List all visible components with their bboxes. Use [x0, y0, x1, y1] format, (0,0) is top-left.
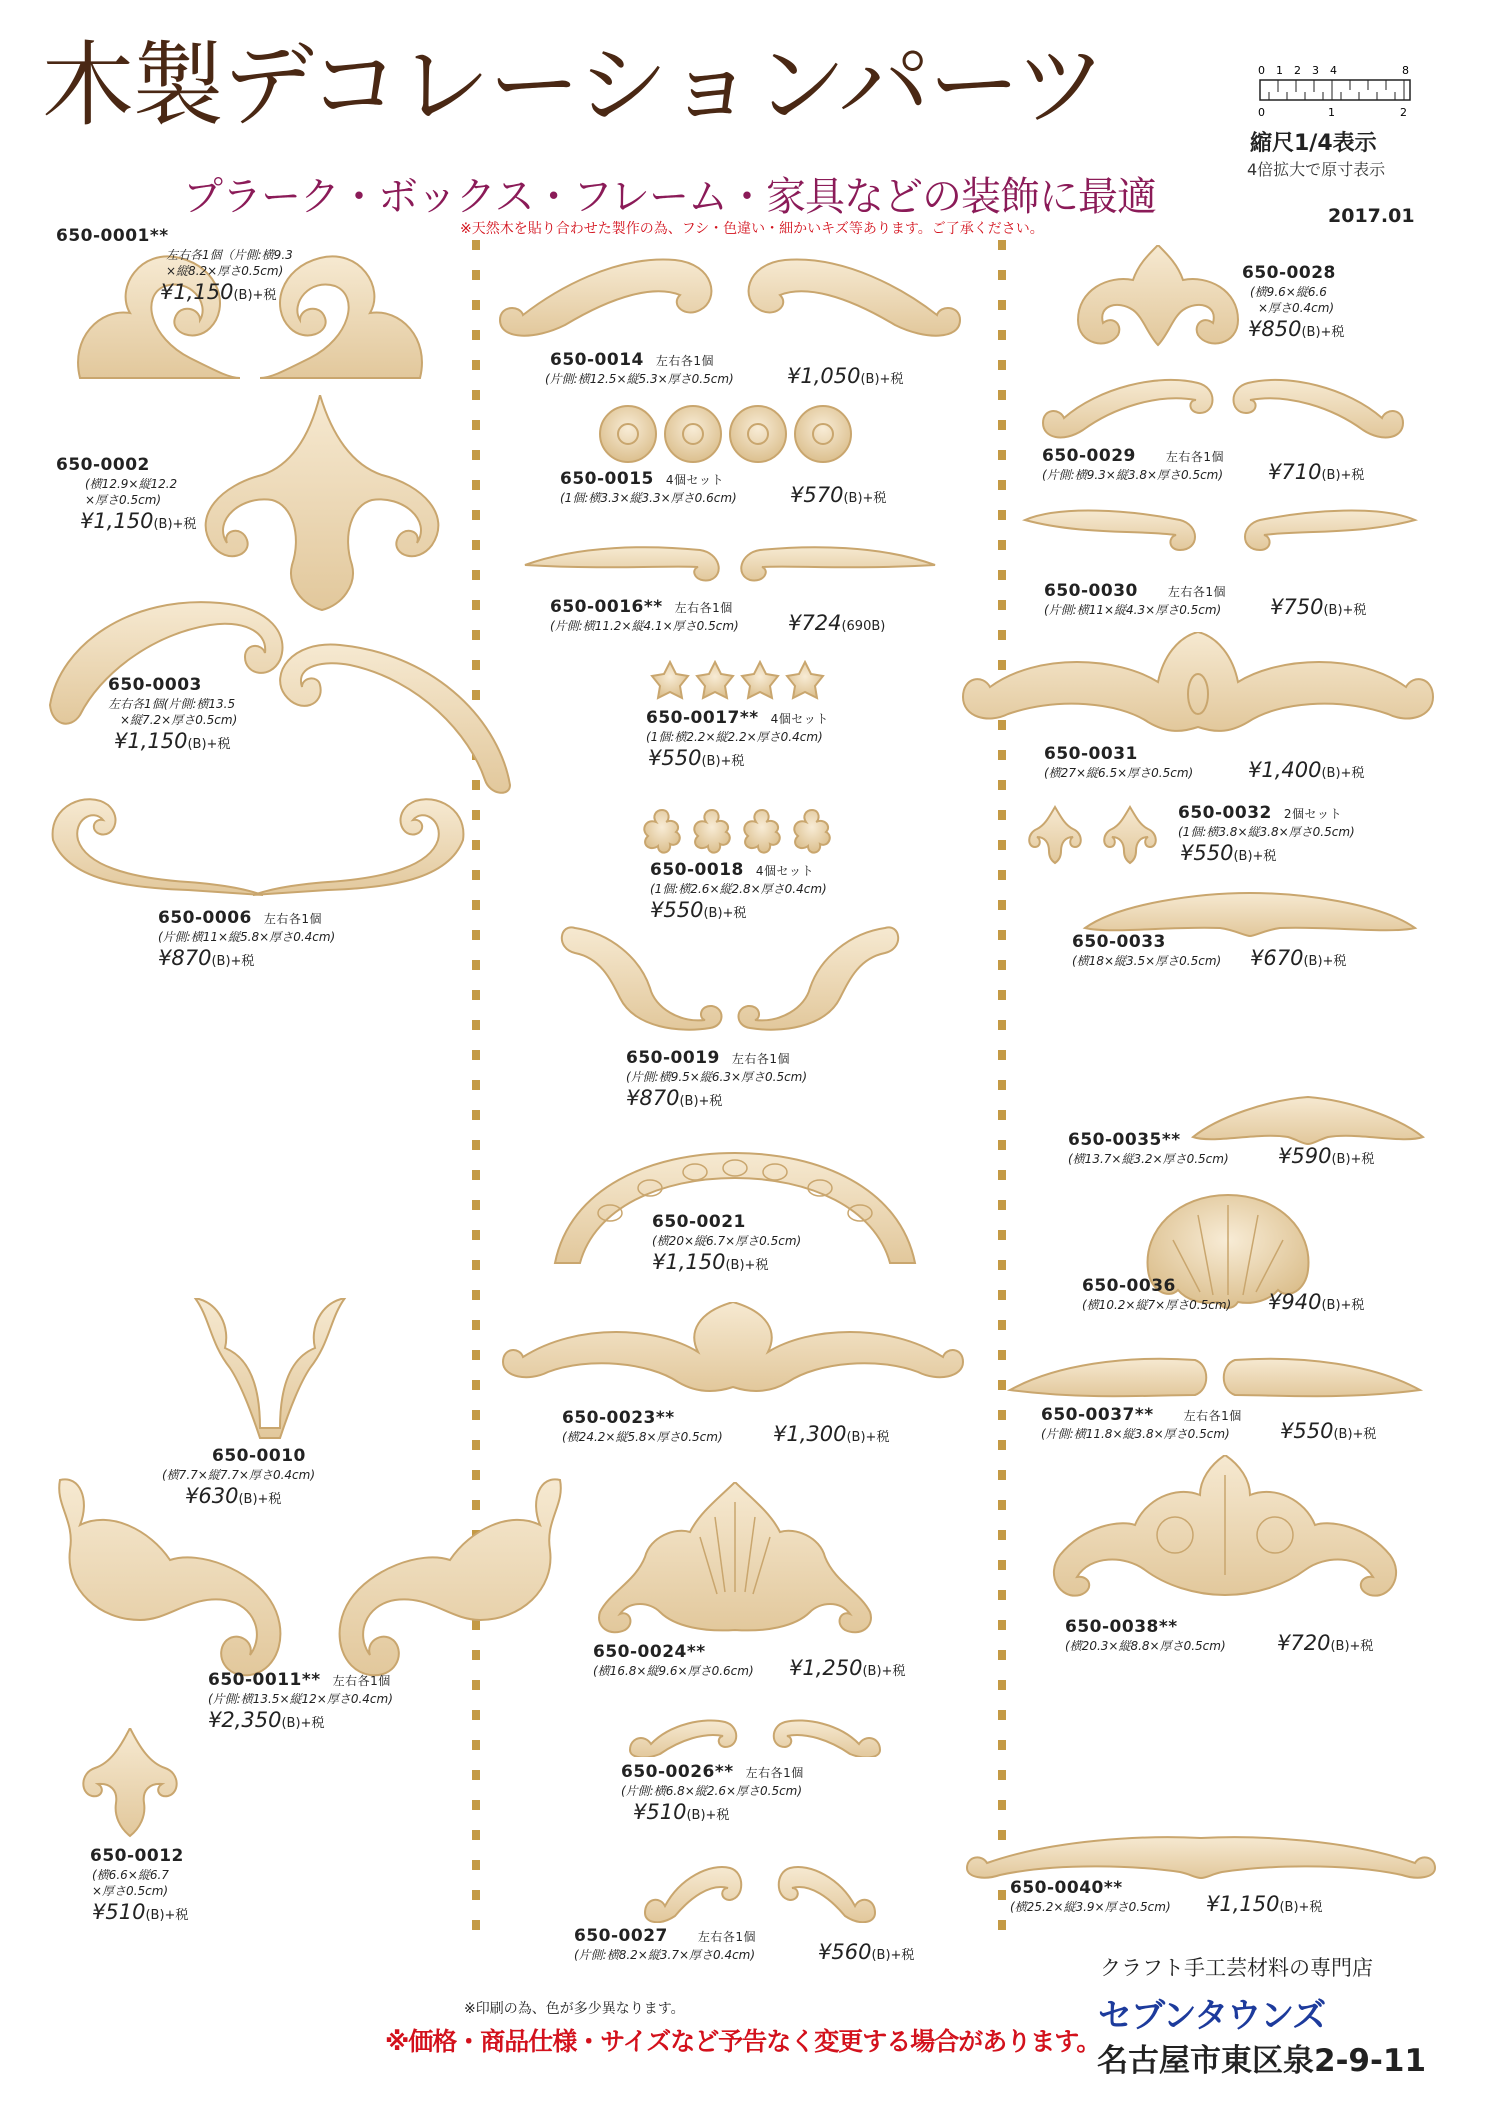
- product-650-0038: [1045, 1455, 1405, 1655]
- ornament-image: [560, 918, 900, 1036]
- product-code: 650-0024**: [593, 1642, 706, 1662]
- ornament-image: [625, 1712, 885, 1757]
- product-650-0014: [495, 250, 965, 388]
- product-code: 650-0031: [1044, 744, 1138, 764]
- product-price: ¥2,350(B)+税: [208, 1708, 325, 1732]
- product-price: ¥1,300(B)+税: [773, 1422, 890, 1446]
- ornament-image: [498, 1302, 968, 1402]
- product-size: ×厚さ0.5cm): [85, 493, 162, 507]
- product-650-0021: [550, 1148, 920, 1274]
- product-size: (1個:横3.8×縦3.8×厚さ0.5cm): [1178, 825, 1355, 839]
- ornament-image: [1025, 805, 1175, 865]
- product-price: ¥1,400(B)+税: [1248, 758, 1365, 782]
- product-price: ¥1,150(B)+税: [652, 1250, 769, 1274]
- product-650-0011: [50, 1470, 570, 1732]
- product-650-0019: [560, 918, 900, 1110]
- ruler-label: 2: [1294, 64, 1301, 77]
- page-title: 木製デコレーションパーツ: [42, 32, 1105, 139]
- product-price: ¥510(B)+税: [633, 1800, 730, 1824]
- product-650-0026: [621, 1712, 885, 1824]
- product-price: ¥870(B)+税: [158, 946, 255, 970]
- product-size: (片側:横11×縦4.3×厚さ0.5cm): [1044, 603, 1222, 617]
- ornament-image: [495, 250, 965, 350]
- product-code: 650-0011** 左右各1個: [208, 1670, 391, 1690]
- product-code: 650-0019 左右各1個: [626, 1048, 790, 1068]
- product-price: ¥550(B)+税: [1180, 841, 1277, 865]
- product-code: 650-0033: [1072, 932, 1166, 952]
- ornament-image: [80, 1728, 180, 1838]
- ruler-label: 1: [1328, 106, 1335, 119]
- page-subtitle: プラーク・ボックス・フレーム・家具などの装飾に最適: [183, 174, 1156, 220]
- product-code: 650-0028: [1242, 263, 1336, 283]
- product-650-0015: [520, 403, 938, 507]
- product-price: ¥590(B)+税: [1278, 1144, 1375, 1168]
- product-code: 650-0016** 左右各1個: [550, 597, 733, 617]
- store-name: セブンタウンズ: [1098, 1996, 1326, 2036]
- product-size: ×厚さ0.4cm): [1258, 301, 1335, 315]
- product-size: (横12.9×縦12.2: [85, 477, 178, 491]
- product-650-0029: [1038, 368, 1408, 484]
- product-650-0033: [1072, 888, 1420, 970]
- ornament-image: [1080, 888, 1420, 938]
- ornament-image: [1038, 368, 1408, 443]
- product-code: 650-0030 左右各1個: [1044, 581, 1226, 601]
- product-size: (片側:横11.8×縦3.8×厚さ0.5cm): [1041, 1427, 1230, 1441]
- product-size: (片側:横8.2×縦3.7×厚さ0.4cm): [574, 1948, 756, 1962]
- column-divider: [472, 240, 480, 1940]
- product-price: ¥1,250(B)+税: [789, 1656, 906, 1680]
- product-price: ¥750(B)+税: [1270, 595, 1367, 619]
- product-650-0018: [640, 808, 840, 922]
- product-code: 650-0032 2個セット: [1178, 803, 1342, 823]
- product-code: 650-0037** 左右各1個: [1041, 1405, 1242, 1425]
- product-price: ¥1,050(B)+税: [787, 364, 904, 388]
- ornament-image: [50, 1470, 570, 1680]
- product-code: 650-0036: [1082, 1276, 1176, 1296]
- product-code: 650-0001**: [56, 226, 169, 246]
- product-price: ¥870(B)+税: [626, 1086, 723, 1110]
- product-code: 650-0012: [90, 1846, 184, 1866]
- product-price: ¥510(B)+税: [92, 1900, 189, 1924]
- ornament-image: [1005, 1345, 1425, 1410]
- product-code: 650-0015 4個セット: [560, 469, 724, 489]
- store-description: クラフト手工芸材料の専門店: [1100, 1956, 1373, 1980]
- product-size: (1個:横2.2×縦2.2×厚さ0.4cm): [646, 730, 823, 744]
- product-price: ¥1,150(B)+税: [160, 280, 277, 304]
- product-size: (横27×縦6.5×厚さ0.5cm): [1044, 766, 1194, 780]
- product-size: (片側:横9.5×縦6.3×厚さ0.5cm): [626, 1070, 808, 1084]
- product-size: (片側:横11.2×縦4.1×厚さ0.5cm): [550, 619, 739, 633]
- ornament-image: [180, 1298, 360, 1448]
- product-code: 650-0006 左右各1個: [158, 908, 322, 928]
- ornament-image: [962, 1830, 1440, 1880]
- product-code: 650-0027 左右各1個: [574, 1926, 756, 1946]
- product-size: (横20.3×縦8.8×厚さ0.5cm): [1065, 1639, 1226, 1653]
- product-size: (片側:横9.3×縦3.8×厚さ0.5cm): [1042, 468, 1224, 482]
- product-code: 650-0038**: [1065, 1617, 1178, 1637]
- ornament-image: [640, 808, 840, 858]
- product-size: (1個:横2.6×縦2.8×厚さ0.4cm): [650, 882, 827, 896]
- product-650-0037: [1005, 1345, 1425, 1443]
- ruler-label: 1: [1276, 64, 1283, 77]
- product-price: ¥550(B)+税: [650, 898, 747, 922]
- product-code: 650-0040**: [1010, 1878, 1123, 1898]
- product-price: ¥560(B)+税: [818, 1940, 915, 1964]
- ruler-label: 3: [1312, 64, 1319, 77]
- product-size: ×縦7.2×厚さ0.5cm): [120, 713, 238, 727]
- product-code: 650-0018 4個セット: [650, 860, 814, 880]
- product-size: (横7.7×縦7.7×厚さ0.4cm): [162, 1468, 316, 1482]
- product-650-0032: [1025, 803, 1355, 865]
- product-price: ¥550(B)+税: [1280, 1419, 1377, 1443]
- product-code: 650-0021: [652, 1212, 746, 1232]
- product-size: (横20×縦6.7×厚さ0.5cm): [652, 1234, 802, 1248]
- ornament-image: [520, 525, 940, 590]
- product-650-0028: [1068, 245, 1345, 355]
- product-size: 左右各1個（片側:横9.3: [166, 248, 293, 262]
- ruler-label: 0: [1258, 64, 1265, 77]
- ornament-image: [598, 403, 938, 465]
- product-code: 650-0014 左右各1個: [550, 350, 714, 370]
- product-code: 650-0035**: [1068, 1130, 1181, 1150]
- product-size: (横6.6×縦6.7: [92, 1868, 169, 1882]
- ornament-image: [595, 1482, 875, 1642]
- ornament-image: [1045, 1455, 1405, 1615]
- product-size: (横13.7×縦3.2×厚さ0.5cm): [1068, 1152, 1229, 1166]
- product-size: (横25.2×縦3.9×厚さ0.5cm): [1010, 1900, 1171, 1914]
- product-price: ¥630(B)+税: [185, 1484, 282, 1508]
- product-size: (1個:横3.3×縦3.3×厚さ0.6cm): [560, 491, 737, 505]
- product-size: (片側:横6.8×縦2.6×厚さ0.5cm): [621, 1784, 803, 1798]
- product-650-0016: [520, 525, 940, 635]
- product-price: ¥710(B)+税: [1268, 460, 1365, 484]
- ornament-image: [1188, 1092, 1428, 1147]
- product-code: 650-0017** 4個セット: [646, 708, 829, 728]
- product-price: ¥724(690B): [788, 611, 886, 635]
- product-size: ×縦8.2×厚さ0.5cm): [166, 264, 284, 278]
- product-size: (片側:横11×縦5.8×厚さ0.4cm): [158, 930, 336, 944]
- product-size: (横24.2×縦5.8×厚さ0.5cm): [562, 1430, 723, 1444]
- column-divider: [998, 240, 1006, 1940]
- product-650-0003: [40, 585, 540, 795]
- change-notice: ※価格・商品仕様・サイズなど予告なく変更する場合があります。: [385, 2027, 1101, 2056]
- product-650-0035: [1068, 1092, 1428, 1168]
- scale-note: 4倍拡大で原寸表示: [1247, 160, 1386, 179]
- store-address: 名古屋市東区泉2-9-11: [1097, 2043, 1427, 2079]
- product-size: (横9.6×縦6.6: [1250, 285, 1327, 299]
- product-650-0023: [498, 1302, 968, 1446]
- product-price: ¥670(B)+税: [1250, 946, 1347, 970]
- product-650-0040: [962, 1830, 1440, 1916]
- product-size: (片側:横13.5×縦12×厚さ0.4cm): [208, 1692, 393, 1706]
- print-color-note: ※印刷の為、色が多少異なります。: [464, 2001, 685, 2017]
- product-650-0017: [646, 660, 830, 770]
- product-code: 650-0023**: [562, 1408, 675, 1428]
- product-650-0010: [150, 1298, 360, 1508]
- product-price: ¥570(B)+税: [790, 483, 887, 507]
- product-price: ¥1,150(B)+税: [80, 509, 197, 533]
- ornament-image: [1068, 245, 1248, 355]
- product-650-0024: [593, 1482, 906, 1680]
- ruler-label: 0: [1258, 106, 1265, 119]
- product-size: ×厚さ0.5cm): [92, 1884, 169, 1898]
- ornament-image: [48, 790, 468, 900]
- ornament-image: [640, 1858, 880, 1923]
- product-size: (横16.8×縦9.6×厚さ0.6cm): [593, 1664, 754, 1678]
- product-size: 左右各1個(片側:横13.5: [108, 697, 236, 711]
- product-650-0036: [1082, 1190, 1365, 1320]
- ornament-image: [1020, 495, 1420, 560]
- product-650-0027: [574, 1858, 915, 1964]
- product-size: (横18×縦3.5×厚さ0.5cm): [1072, 954, 1222, 968]
- product-650-0012: [80, 1728, 189, 1924]
- product-price: ¥850(B)+税: [1248, 317, 1345, 341]
- ornament-image: [958, 632, 1438, 742]
- product-650-0031: [958, 632, 1438, 782]
- product-price: ¥940(B)+税: [1268, 1290, 1365, 1314]
- product-price: ¥720(B)+税: [1277, 1631, 1374, 1655]
- product-price: ¥1,150(B)+税: [114, 729, 231, 753]
- product-650-0002: [52, 395, 452, 615]
- product-price: ¥1,150(B)+税: [1206, 1892, 1323, 1916]
- product-650-0006: [48, 790, 468, 970]
- product-code: 650-0003: [108, 675, 202, 695]
- wood-notice: ※天然木を貼り合わせた製作の為、フシ・色違い・細かいキズ等あります。ご了承ください。: [460, 221, 1044, 237]
- ruler-label: 4: [1330, 64, 1337, 77]
- ruler-label: 2: [1400, 106, 1407, 119]
- product-code: 650-0029 左右各1個: [1042, 446, 1224, 466]
- catalog-date: 2017.01: [1328, 205, 1415, 227]
- product-650-0001: [56, 226, 440, 398]
- product-code: 650-0026** 左右各1個: [621, 1762, 804, 1782]
- product-size: (横10.2×縦7×厚さ0.5cm): [1082, 1298, 1232, 1312]
- scale-ruler: [1258, 62, 1414, 122]
- scale-label: 縮尺1/4表示: [1250, 131, 1377, 156]
- product-code: 650-0010: [212, 1446, 306, 1466]
- product-size: (片側:横12.5×縦5.3×厚さ0.5cm): [545, 372, 734, 386]
- product-code: 650-0002: [56, 455, 150, 475]
- product-price: ¥550(B)+税: [648, 746, 745, 770]
- product-650-0030: [1020, 495, 1420, 619]
- ruler-label: 8: [1402, 64, 1409, 77]
- ornament-image: [650, 660, 830, 702]
